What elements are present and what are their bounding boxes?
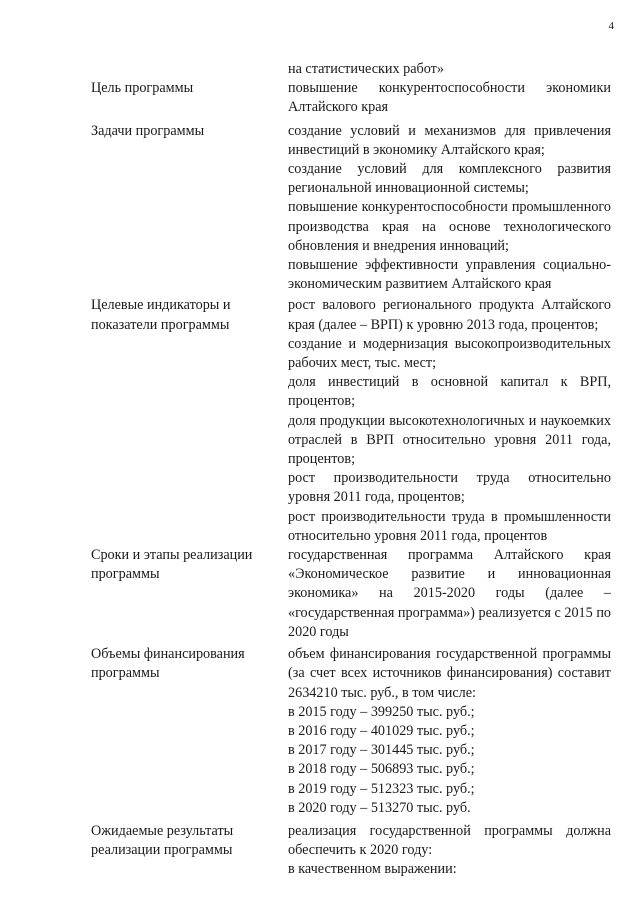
row-item: государственная программа Алтайского края «Экономическое развитие и инновационная экономика» на 2015-2020 годы (далее – «государственная программа») реализуется с 2015 по 2020 годы (288, 547, 611, 640)
row-item: в 2018 году – 506893 тыс. руб.; (288, 761, 475, 778)
row-value (288, 118, 611, 295)
row-item: создание условий и механизмов для привлечения инвестиций в экономику Алтайского края; (288, 122, 611, 158)
row-label: Ожидаемые результаты реализации программы (91, 822, 234, 859)
row-item: в 2017 году – 301445 тыс. руб.; (288, 742, 475, 759)
row-item: повышение конкурентоспособности промышленного производства края на основе технологического обновления и внедрения инноваций; (288, 199, 611, 254)
row-item: создание условий для комплексного развития региональной инновационной системы; (288, 161, 611, 197)
program-passport-table (91, 60, 611, 880)
passport-row-goal (91, 79, 611, 117)
continuation-text: на статистических работ» (288, 61, 444, 77)
row-item: в 2015 году – 399250 тыс. руб.; (288, 703, 475, 720)
row-label: Цель программы (91, 80, 194, 97)
row-item: объем финансирования государственной программы (за счет всех источников финансирования) составит 2634210 тыс. руб., в том числе: (288, 646, 611, 701)
passport-row-results (91, 818, 611, 880)
row-label: Объемы финансирования программы (91, 646, 245, 682)
row-label: Сроки и этапы реализации программы (91, 547, 253, 583)
continuation-row (91, 60, 611, 79)
row-value (288, 818, 611, 880)
row-item: рост валового регионального продукта Алтайского края (далее – ВРП) к уровню 2013 года, процентов; (288, 297, 611, 333)
row-value (288, 642, 611, 818)
row-item: в 2019 году – 512323 тыс. руб.; (288, 780, 475, 797)
row-item: рост производительности труда относительно уровня 2011 года, процентов; (288, 470, 611, 506)
row-item: повышение конкурентоспособности экономики Алтайского края (288, 80, 611, 116)
row-value (288, 546, 611, 642)
row-value (288, 79, 611, 117)
passport-row-indicators (91, 294, 611, 546)
row-item: доля продукции высокотехнологичных и наукоемких отраслей в ВРП относительно уровня 2011 года, процентов; (288, 412, 611, 468)
continuation-label-cell (91, 60, 288, 79)
row-item: рост производительности труда в промышленности относительно уровня 2011 года, процентов (288, 508, 611, 544)
row-item: доля инвестиций в основной капитал к ВРП, процентов; (288, 374, 611, 410)
row-label: Задачи программы (91, 122, 205, 139)
row-item: повышение эффективности управления социально-экономическим развитием Алтайского края (288, 257, 611, 293)
passport-row-terms (91, 546, 611, 642)
row-item: в качественном выражении: (288, 861, 457, 878)
row-item: в 2020 году – 513270 тыс. руб. (288, 799, 471, 816)
passport-row-financing (91, 642, 611, 818)
page-number: 4 (608, 20, 614, 32)
continuation-value-cell (288, 60, 611, 79)
row-item: создание и модернизация высокопроизводительных рабочих мест, тыс. мест; (288, 335, 611, 372)
row-value (288, 294, 611, 546)
row-item: реализация государственной программы должна обеспечить к 2020 году: (288, 822, 611, 859)
row-label: Целевые индикаторы и показатели программы (91, 297, 231, 333)
passport-row-tasks (91, 118, 611, 295)
row-item: в 2016 году – 401029 тыс. руб.; (288, 722, 475, 739)
